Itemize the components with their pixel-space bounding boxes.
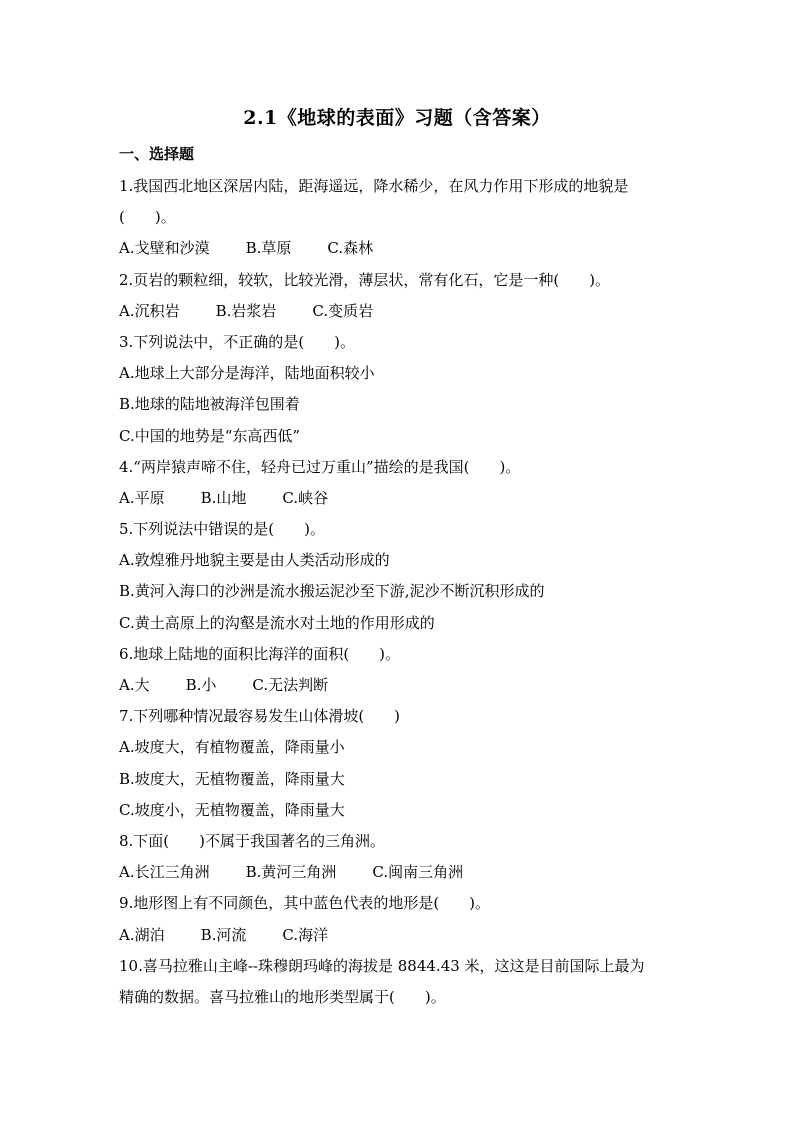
question-7-stem: 7.下列哪种情况最容易发生山体滑坡( ): [119, 707, 401, 726]
question-6-options: [119, 670, 685, 701]
question-6-option-c: C.无法判断: [252, 676, 329, 694]
question-2-option-a: A.沉积岩: [119, 301, 180, 320]
question-4-stem: 4.“两岸猿声啼不住，轻舟已过万重山”描绘的是我国( )。: [119, 457, 521, 476]
question-5-option-b: B.黄河入海口的沙洲是流水搬运泥沙至下游,泥沙不断沉积形成的: [119, 582, 545, 601]
question-4-option-a: A.平原: [119, 488, 165, 507]
question-1-option-a: A.戈壁和沙漠: [119, 239, 210, 258]
question-1-option-b: B.草原: [245, 239, 292, 258]
question-3-stem: 3.下列说法中，不正确的是( )。: [119, 332, 356, 351]
question-9-option-a: A.湖泊: [119, 925, 165, 944]
question-8-option-a: A.长江三角洲: [119, 863, 210, 882]
question-7-option-b: B.坡度大，无植物覆盖，降雨量大: [119, 769, 345, 788]
question-5-option-c: C.黄土高原上的沟壑是流水对土地的作用形成的: [119, 613, 435, 632]
question-1-option-c: C.森林: [327, 239, 374, 258]
question-8-stem: 8.下面( )不属于我国著名的三角洲。: [119, 831, 386, 850]
question-9-stem: 9.地形图上有不同颜色，其中蓝色代表的地形是( )。: [119, 894, 491, 913]
question-4-option-b: B.山地: [200, 488, 247, 507]
question-list: [119, 171, 685, 1013]
question-5-stem: 5.下列说法中错误的是( )。: [119, 520, 326, 539]
question-4-option-c: C.峡谷: [282, 488, 329, 507]
question-9-option-c: C.海洋: [282, 925, 329, 944]
section-heading: 一、选择题: [119, 145, 195, 163]
question-1-stem-continued: ( )。: [119, 208, 176, 227]
question-7-option-a: A.坡度大，有植物覆盖，降雨量小: [119, 738, 345, 757]
question-8-options: [119, 857, 685, 888]
question-2-stem: 2.页岩的颗粒细，较软，比较光滑，薄层状，常有化石，它是一种( )。: [119, 270, 611, 289]
question-10-stem-continued: 精确的数据。喜马拉雅山的地形类型属于( )。: [119, 987, 446, 1006]
question-3-option-c: C.中国的地势是“东高西低”: [119, 426, 301, 445]
question-6-stem: 6.地球上陆地的面积比海洋的面积( )。: [119, 644, 401, 663]
question-2-option-b: B.岩浆岩: [215, 301, 277, 320]
question-8-option-b: B.黄河三角洲: [245, 863, 337, 882]
document-title: 2.1《地球的表面》习题（含答案）: [243, 107, 551, 129]
question-8-option-c: C.闽南三角洲: [372, 863, 464, 882]
question-4-options: [119, 483, 685, 514]
question-1-options: [119, 233, 685, 264]
question-3-option-a: A.地球上大部分是海洋，陆地面积较小: [119, 364, 375, 383]
question-2-options: [119, 296, 685, 327]
question-9-options: [119, 920, 685, 951]
question-6-option-a: A.大: [119, 676, 150, 694]
question-7-option-c: C.坡度小，无植物覆盖，降雨量大: [119, 800, 345, 819]
question-2-option-c: C.变质岩: [312, 301, 374, 320]
question-10-stem: 10.喜马拉雅山主峰--珠穆朗玛峰的海拔是 8844.43 米，这这是目前国际上最为: [119, 956, 645, 975]
question-3-option-b: B.地球的陆地被海洋包围着: [119, 395, 300, 414]
question-1-stem: 1.我国西北地区深居内陆，距海遥远，降水稀少，在风力作用下形成的地貌是: [119, 177, 629, 195]
question-6-option-b: B.小: [185, 676, 217, 694]
question-9-option-b: B.河流: [200, 925, 247, 944]
question-5-option-a: A.敦煌雅丹地貌主要是由人类活动形成的: [119, 551, 390, 570]
